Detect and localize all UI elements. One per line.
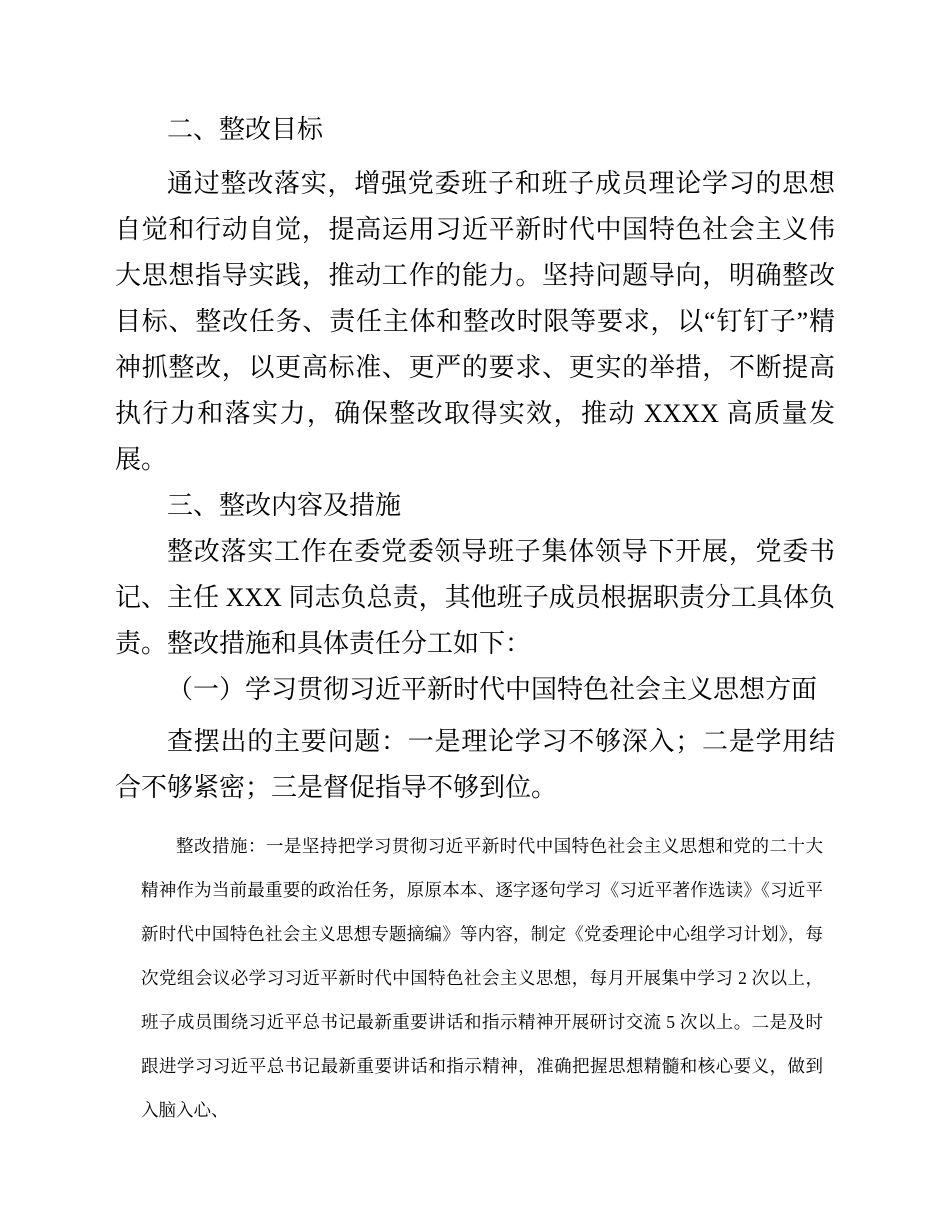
paragraph-identified-problems: 查摆出的主要问题：一是理论学习不够深入；二是学用结合不够紧密；三是督促指导不够到位。 <box>115 727 835 802</box>
paragraph-rectification-goals: 通过整改落实，增强党委班子和班子成员理论学习的思想自觉和行动自觉，提高运用习近平新时代中国特色社会主义伟大思想指导实践，推动工作的能力。坚持问题导向，明确整改目标、整改任务、责任主体和整改时限等要求，以“钉钉子”精神抓整改，以更高标准、更严的要求、更实的举措，不断提高执行力和落实力，确保整改取得实效，推动 XXXX 高质量发展。 <box>115 169 835 474</box>
paragraph-rectification-measures-detail: 整改措施：一是坚持把学习贯彻习近平新时代中国特色社会主义思想和党的二十大精神作为当前最重要的政治任务，原原本本、逐字逐句学习《习近平著作选读》《习近平新时代中国特色社会主义思想专题摘编》等内容，制定《党委理论中心组学习计划》，每次党组会议必学习习近平新时代中国特色社会主义思想，每月开展集中学习 2 次以上，班子成员围绕习近平总书记最新重要讲话和指示精神开展研讨交流 5 次以上。二是及时跟进学习习近平总书记最新重要讲话和指示精神，准确把握思想精髓和核心要义，做到入脑入心、 <box>141 836 823 1120</box>
section-heading-rectification-goals: 二、整改目标 <box>167 115 324 144</box>
paragraph-responsibility-lead: 整改落实工作在委党委领导班子集体领导下开展，党委书记、主任 XXX 同志负总责，其他班子成员根据职责分工具体负责。整改措施和具体责任分工如下： <box>115 537 835 658</box>
section-heading-rectification-measures: 三、整改内容及措施 <box>167 491 402 520</box>
subsection-heading-study-thought: （一）学习贯彻习近平新时代中国特色社会主义思想方面 <box>167 675 818 704</box>
